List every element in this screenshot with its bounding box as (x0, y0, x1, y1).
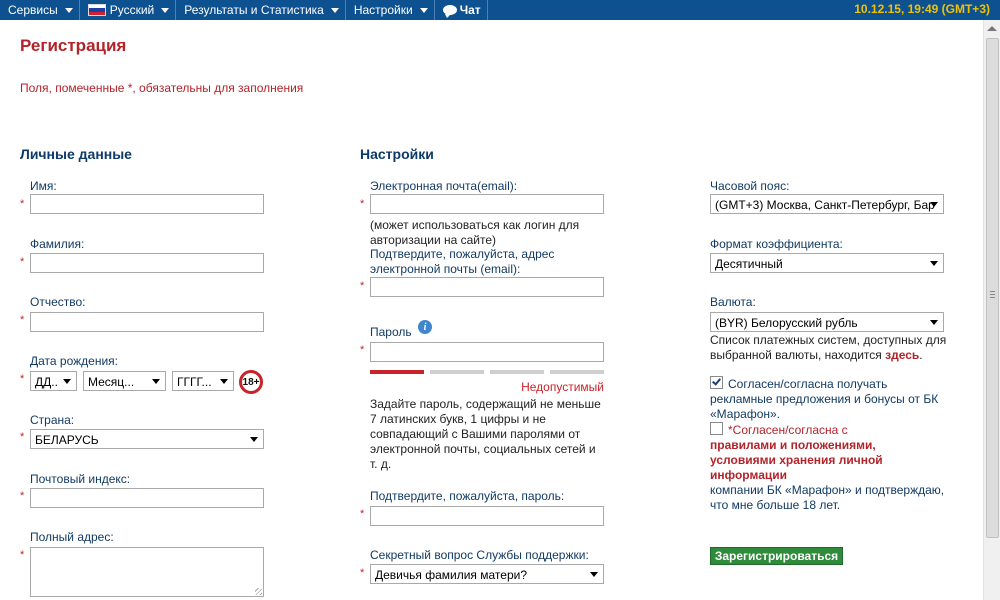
patronymic-input[interactable] (30, 312, 264, 332)
password-strength-segment (550, 370, 604, 374)
chevron-down-icon (65, 8, 73, 13)
payment-systems-note (710, 333, 950, 363)
email-label: Электронная почта(email): (370, 179, 518, 193)
payment-systems-text: Список платежных систем, доступных для выбранной валюты, находится (710, 333, 947, 362)
secret-question-select[interactable] (370, 564, 604, 584)
birth-year-value: ГГГГ... (177, 375, 212, 389)
language-menu-label: Русский (109, 3, 155, 17)
required-star: * (20, 431, 25, 443)
chevron-down-icon (331, 8, 339, 13)
required-star: * (20, 314, 25, 326)
first-name-label: Имя: (30, 179, 57, 193)
required-star: * (20, 490, 25, 502)
scroll-up-arrow-icon[interactable] (987, 26, 997, 31)
terms-link[interactable]: правилами и положениями, условиями хранения личной информации (710, 438, 883, 482)
scrollbar-thumb[interactable] (986, 38, 999, 538)
birth-month-value: Месяц... (88, 375, 135, 389)
secret-question-value: Девичья фамилия матери? (375, 568, 527, 582)
password-strength-text: Недопустимый (521, 380, 604, 394)
required-star: * (360, 198, 365, 210)
email-login-hint: (может использоваться как логин для авторизации на сайте) (370, 218, 580, 247)
settings-heading: Настройки (360, 146, 434, 162)
password-confirm-input[interactable] (370, 506, 604, 526)
chevron-down-icon (161, 8, 169, 13)
password-confirm-label: Подтвердите, пожалуйста, пароль: (370, 489, 565, 503)
timezone-label: Часовой пояс: (710, 179, 790, 193)
postal-code-input[interactable] (30, 488, 264, 508)
full-address-textarea[interactable] (30, 547, 264, 597)
full-address-label: Полный адрес: (30, 530, 114, 544)
required-star: * (360, 344, 365, 356)
required-star: * (360, 567, 365, 579)
timezone-value: (GMT+3) Москва, Санкт-Петербург, Бар (715, 198, 935, 212)
dropdown-arrow-icon (930, 320, 938, 325)
country-label: Страна: (30, 413, 75, 427)
dropdown-arrow-icon (152, 379, 160, 384)
password-strength-segment (370, 370, 424, 374)
results-menu[interactable] (176, 0, 346, 20)
currency-value: (BYR) Белорусский рубль (715, 316, 858, 330)
chat-bubble-icon (443, 5, 457, 15)
password-rules-text: Задайте пароль, содержащий не меньше 7 латинских букв, 1 цифры и не совпадающий с Вашими паролями от электронной почты, социальных сетей и т. д. (370, 397, 601, 471)
personal-data-heading: Личные данные (20, 146, 132, 162)
first-name-input[interactable] (30, 194, 264, 214)
birth-date-label: Дата рождения: (30, 354, 118, 368)
birth-day-select[interactable] (30, 371, 77, 391)
dropdown-arrow-icon (250, 437, 258, 442)
birth-day-value: ДД.. (35, 375, 58, 389)
resize-grip-icon[interactable] (255, 588, 262, 595)
page-title: Регистрация (20, 36, 127, 55)
promo-consent-label: Согласен/согласна получать рекламные предложения и бонусы от БК «Марафон». (710, 377, 939, 421)
russian-flag-icon (88, 4, 106, 16)
payment-systems-link[interactable]: здесь (885, 348, 920, 362)
secret-question-label: Секретный вопрос Службы поддержки: (370, 548, 589, 562)
password-input[interactable] (370, 342, 604, 362)
birth-month-select[interactable] (83, 371, 166, 391)
chat-menu[interactable] (435, 0, 488, 20)
dropdown-arrow-icon (220, 379, 228, 384)
info-icon[interactable]: i (418, 320, 432, 334)
vertical-scrollbar[interactable] (983, 20, 1000, 600)
email-confirm-input[interactable] (370, 277, 604, 297)
settings-menu-label: Настройки (353, 3, 413, 17)
timezone-select[interactable] (710, 194, 944, 214)
last-name-label: Фамилия: (30, 237, 85, 251)
dropdown-arrow-icon (930, 202, 938, 207)
odds-format-select[interactable] (710, 253, 944, 273)
currency-label: Валюта: (710, 295, 756, 309)
country-value: БЕЛАРУСЬ (35, 433, 99, 447)
top-navigation-bar (0, 0, 1000, 20)
last-name-input[interactable] (30, 253, 264, 273)
required-star: * (20, 373, 25, 385)
terms-consent-label (710, 423, 950, 513)
email-input[interactable] (370, 194, 604, 214)
language-menu[interactable] (80, 0, 177, 20)
terms-consent-prefix: *Согласен/согласна с (728, 423, 848, 437)
age-restriction-badge: 18+ (239, 370, 263, 394)
payment-systems-period: . (919, 348, 923, 362)
patronymic-label: Отчество: (30, 295, 86, 309)
required-star: * (20, 256, 25, 268)
required-fields-note: Поля, помеченные *, обязательны для заполнения (20, 81, 304, 95)
required-star: * (20, 549, 25, 561)
email-confirm-label: Подтвердите, пожалуйста, адрес электронной почты (email): (370, 247, 555, 276)
services-menu[interactable] (0, 0, 80, 20)
currency-select[interactable] (710, 312, 944, 332)
settings-menu[interactable] (346, 0, 435, 20)
dropdown-arrow-icon (63, 379, 71, 384)
required-star: * (360, 280, 365, 292)
dropdown-arrow-icon (590, 572, 598, 577)
password-label: Пароль (370, 325, 412, 339)
chat-menu-label: Чат (459, 3, 481, 17)
scroll-grip-icon (990, 291, 995, 298)
odds-format-label: Формат коэффициента: (710, 237, 843, 251)
password-strength-segment (490, 370, 544, 374)
terms-consent-suffix: компании БК «Марафон» и подтверждаю, что мне больше 18 лет. (710, 483, 945, 512)
services-menu-label: Сервисы (8, 3, 58, 17)
current-datetime: 10.12.15, 19:49 (GMT+3) (854, 2, 990, 16)
odds-format-value: Десятичный (715, 257, 783, 271)
register-button[interactable]: Зарегистрироваться (710, 547, 843, 565)
password-strength-segment (430, 370, 484, 374)
required-star: * (360, 508, 365, 520)
chevron-down-icon (420, 8, 428, 13)
country-select[interactable] (30, 429, 264, 449)
required-star: * (20, 198, 25, 210)
postal-code-label: Почтовый индекс: (30, 472, 131, 486)
dropdown-arrow-icon (930, 261, 938, 266)
birth-year-select[interactable] (172, 371, 234, 391)
results-menu-label: Результаты и Статистика (184, 3, 324, 17)
